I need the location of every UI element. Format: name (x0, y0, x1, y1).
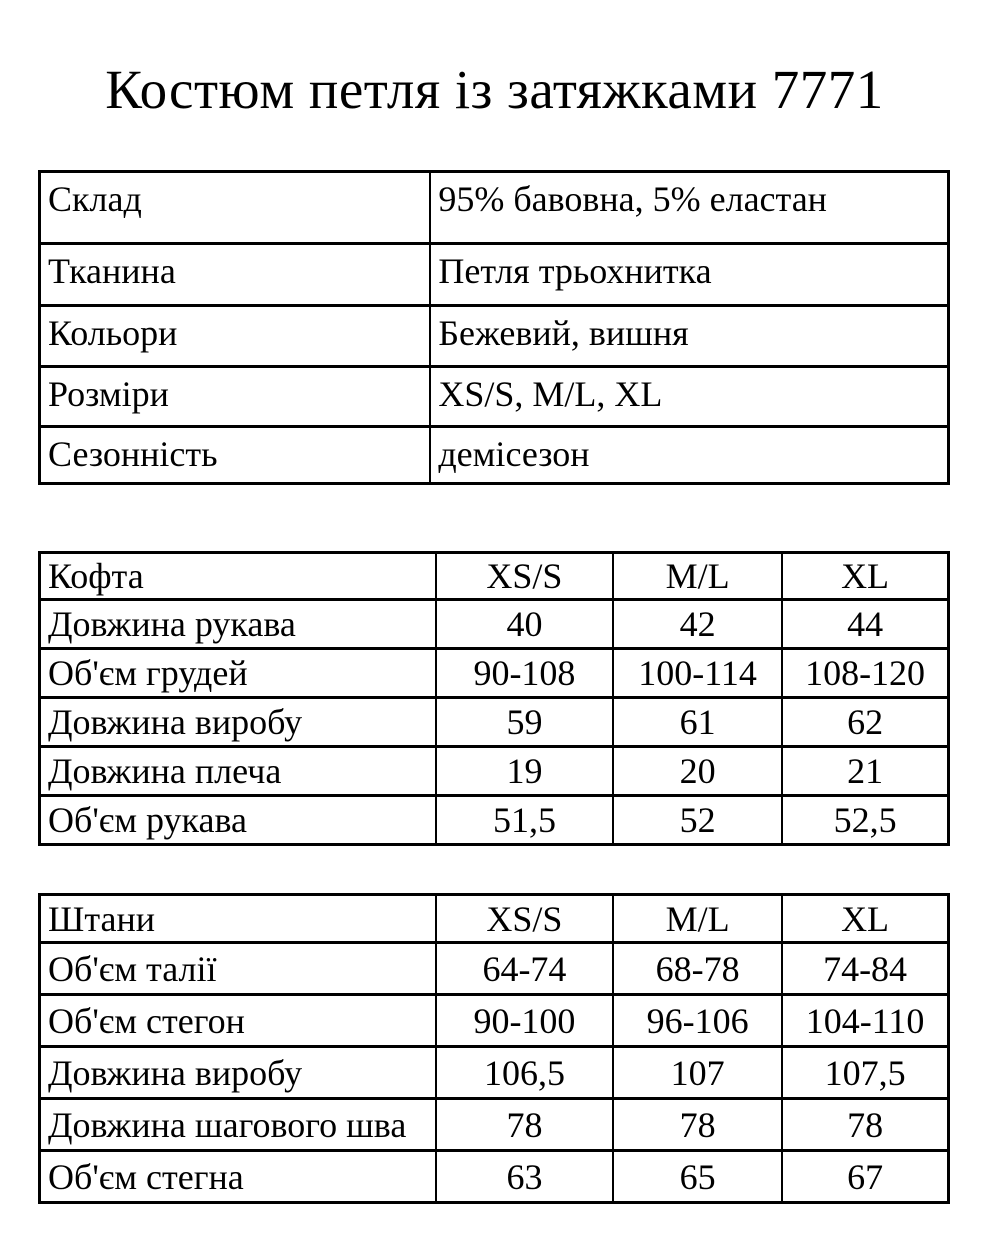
measurement-value: 52 (613, 796, 782, 845)
size-col-header: XS/S (436, 895, 613, 943)
measurement-value: 68-78 (613, 943, 782, 995)
info-row (40, 172, 949, 244)
measurement-label: Довжина шагового шва (40, 1099, 436, 1151)
measurement-value: 52,5 (782, 796, 948, 845)
size-col-header: M/L (613, 895, 782, 943)
measurement-label: Об'єм стегна (40, 1151, 436, 1203)
measurement-label: Об'єм талії (40, 943, 436, 995)
info-row (40, 244, 949, 306)
measurement-value: 74-84 (782, 943, 948, 995)
measurement-row (40, 995, 949, 1047)
measurement-value: 61 (613, 698, 782, 747)
measurement-row (40, 600, 949, 649)
info-value: XS/S, M/L, XL (430, 367, 948, 427)
measurement-value: 63 (436, 1151, 613, 1203)
info-value: демісезон (430, 427, 948, 484)
measurement-value: 65 (613, 1151, 782, 1203)
measurement-value: 78 (613, 1099, 782, 1151)
product-info-table (38, 170, 950, 485)
measurement-value: 62 (782, 698, 948, 747)
measurement-value: 51,5 (436, 796, 613, 845)
page-title: Костюм петля із затяжками 7771 (105, 59, 884, 120)
measurement-value: 106,5 (436, 1047, 613, 1099)
measurement-value: 90-108 (436, 649, 613, 698)
measurement-value: 21 (782, 747, 948, 796)
measurement-value: 108-120 (782, 649, 948, 698)
measurement-value: 40 (436, 600, 613, 649)
size-header-row (40, 553, 949, 600)
info-label: Склад (40, 172, 431, 244)
measurement-value: 44 (782, 600, 948, 649)
info-row (40, 367, 949, 427)
measurement-label: Довжина плеча (40, 747, 436, 796)
info-row (40, 306, 949, 367)
measurement-value: 104-110 (782, 995, 948, 1047)
size-header-row (40, 895, 949, 943)
measurement-value: 67 (782, 1151, 948, 1203)
info-row (40, 427, 949, 484)
info-label: Сезонність (40, 427, 431, 484)
measurement-value: 42 (613, 600, 782, 649)
size-col-header: XS/S (436, 553, 613, 600)
info-label: Кольори (40, 306, 431, 367)
measurement-value: 100-114 (613, 649, 782, 698)
info-value: Петля трьохнитка (430, 244, 948, 306)
measurement-label: Довжина виробу (40, 698, 436, 747)
measurement-label: Довжина рукава (40, 600, 436, 649)
measurement-value: 59 (436, 698, 613, 747)
pants-size-table (38, 893, 950, 1204)
info-value: Бежевий, вишня (430, 306, 948, 367)
sweater-size-table (38, 551, 950, 846)
measurement-value: 78 (782, 1099, 948, 1151)
measurement-row (40, 649, 949, 698)
measurement-label: Довжина виробу (40, 1047, 436, 1099)
measurement-row (40, 747, 949, 796)
measurement-label: Об'єм грудей (40, 649, 436, 698)
measurement-row (40, 1099, 949, 1151)
size-col-header: M/L (613, 553, 782, 600)
size-col-header: XL (782, 895, 948, 943)
info-value: 95% бавовна, 5% еластан (430, 172, 948, 244)
measurement-row (40, 1047, 949, 1099)
info-label: Розміри (40, 367, 431, 427)
measurement-value: 20 (613, 747, 782, 796)
size-table-title: Штани (40, 895, 436, 943)
measurement-value: 107,5 (782, 1047, 948, 1099)
measurement-value: 19 (436, 747, 613, 796)
info-label: Тканина (40, 244, 431, 306)
measurement-label: Об'єм рукава (40, 796, 436, 845)
measurement-row (40, 1151, 949, 1203)
measurement-row (40, 943, 949, 995)
size-table-title: Кофта (40, 553, 436, 600)
measurement-row (40, 698, 949, 747)
size-col-header: XL (782, 553, 948, 600)
measurement-value: 78 (436, 1099, 613, 1151)
measurement-value: 90-100 (436, 995, 613, 1047)
measurement-value: 107 (613, 1047, 782, 1099)
measurement-value: 96-106 (613, 995, 782, 1047)
measurement-value: 64-74 (436, 943, 613, 995)
measurement-row (40, 796, 949, 845)
measurement-label: Об'єм стегон (40, 995, 436, 1047)
